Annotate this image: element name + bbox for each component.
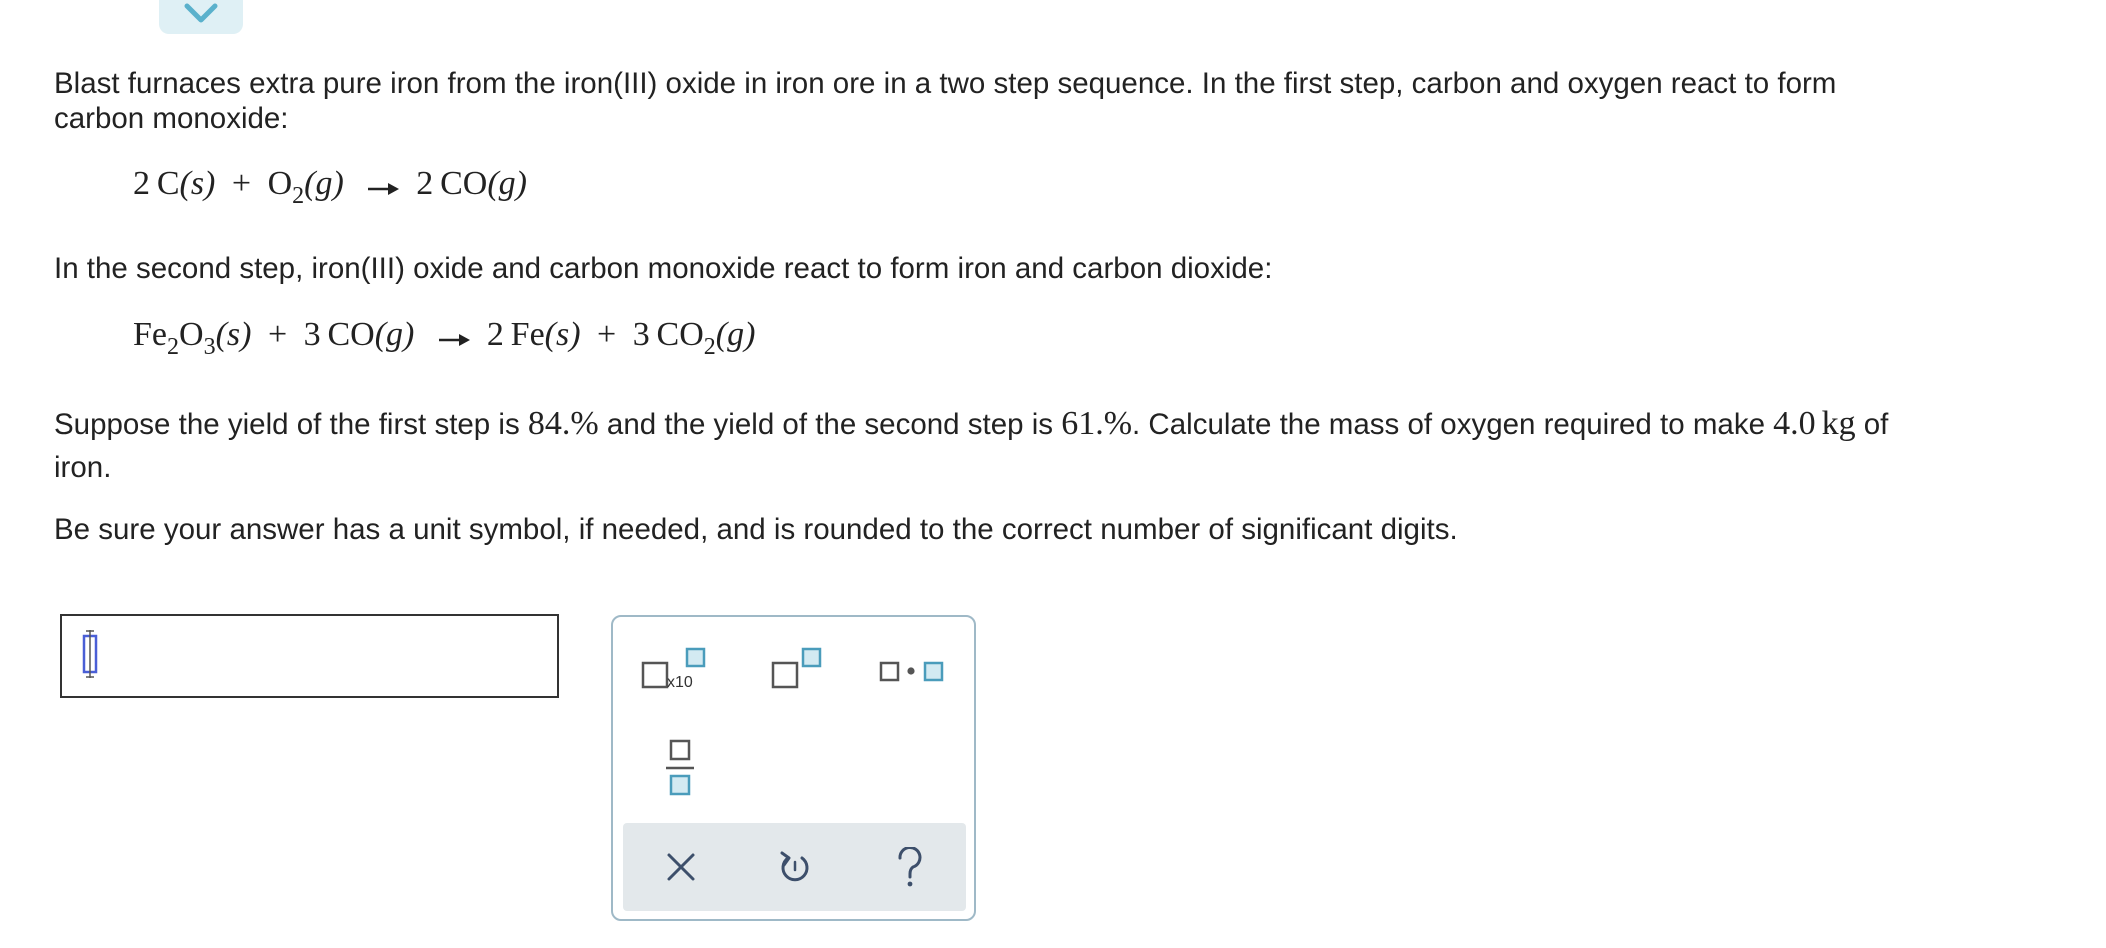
help-button[interactable] (895, 847, 925, 892)
undo-icon (777, 849, 813, 885)
yield-step1: 84.% (527, 405, 599, 442)
math-palette (611, 615, 976, 921)
target-mass: 4.0 (1773, 405, 1816, 442)
problem-yield-sentence: Suppose the yield of the first step is 84.% and the yield of the second step is 61.%. Calculate the mass of oxygen required to make 4.0 kg of (54, 405, 1889, 442)
chevron-down-icon (183, 2, 219, 26)
palette-footer (623, 823, 966, 911)
equation-step1: 2 $C(s) + O_2(g)$ 2 CO(g) (133, 165, 527, 209)
input-cursor-icon (82, 630, 98, 678)
reaction-arrow-icon (437, 318, 471, 356)
question-icon (895, 847, 925, 887)
equation-step2: $Fe_2O_3(s) + 3$ CO(g) 2 Fe(s) + 3 $CO_2(g)$ (133, 316, 756, 360)
x10-exponent-icon (641, 647, 711, 691)
svg-text:x10: x10 (667, 674, 693, 691)
superscript-button[interactable] (771, 647, 831, 696)
clear-button[interactable] (665, 851, 697, 888)
superscript-icon (771, 647, 831, 691)
problem-yield-line2: iron. (54, 451, 112, 484)
multiply-dot-button[interactable] (879, 657, 951, 692)
fraction-button[interactable] (663, 739, 697, 802)
close-icon (665, 851, 697, 883)
fraction-icon (663, 739, 697, 797)
target-mass-unit: kg (1821, 405, 1856, 442)
scientific-notation-button[interactable] (641, 647, 711, 696)
collapse-tab[interactable] (159, 0, 243, 34)
reaction-arrow-icon (366, 167, 400, 205)
problem-intro-line1: Blast furnaces extra pure iron from the iron(III) oxide in iron ore in a two step sequence. In the first step, carbon and oxygen react to form (54, 67, 1837, 100)
yield-step2: 61.% (1061, 405, 1133, 442)
dot-product-icon (879, 657, 951, 687)
answer-input[interactable] (60, 614, 559, 698)
undo-button[interactable] (777, 849, 813, 890)
answer-instructions: Be sure your answer has a unit symbol, if needed, and is rounded to the correct number of significant digits. (54, 513, 1458, 546)
problem-second-step: In the second step, iron(III) oxide and carbon monoxide react to form iron and carbon dioxide: (54, 252, 1273, 285)
problem-intro-line2: carbon monoxide: (54, 102, 289, 135)
